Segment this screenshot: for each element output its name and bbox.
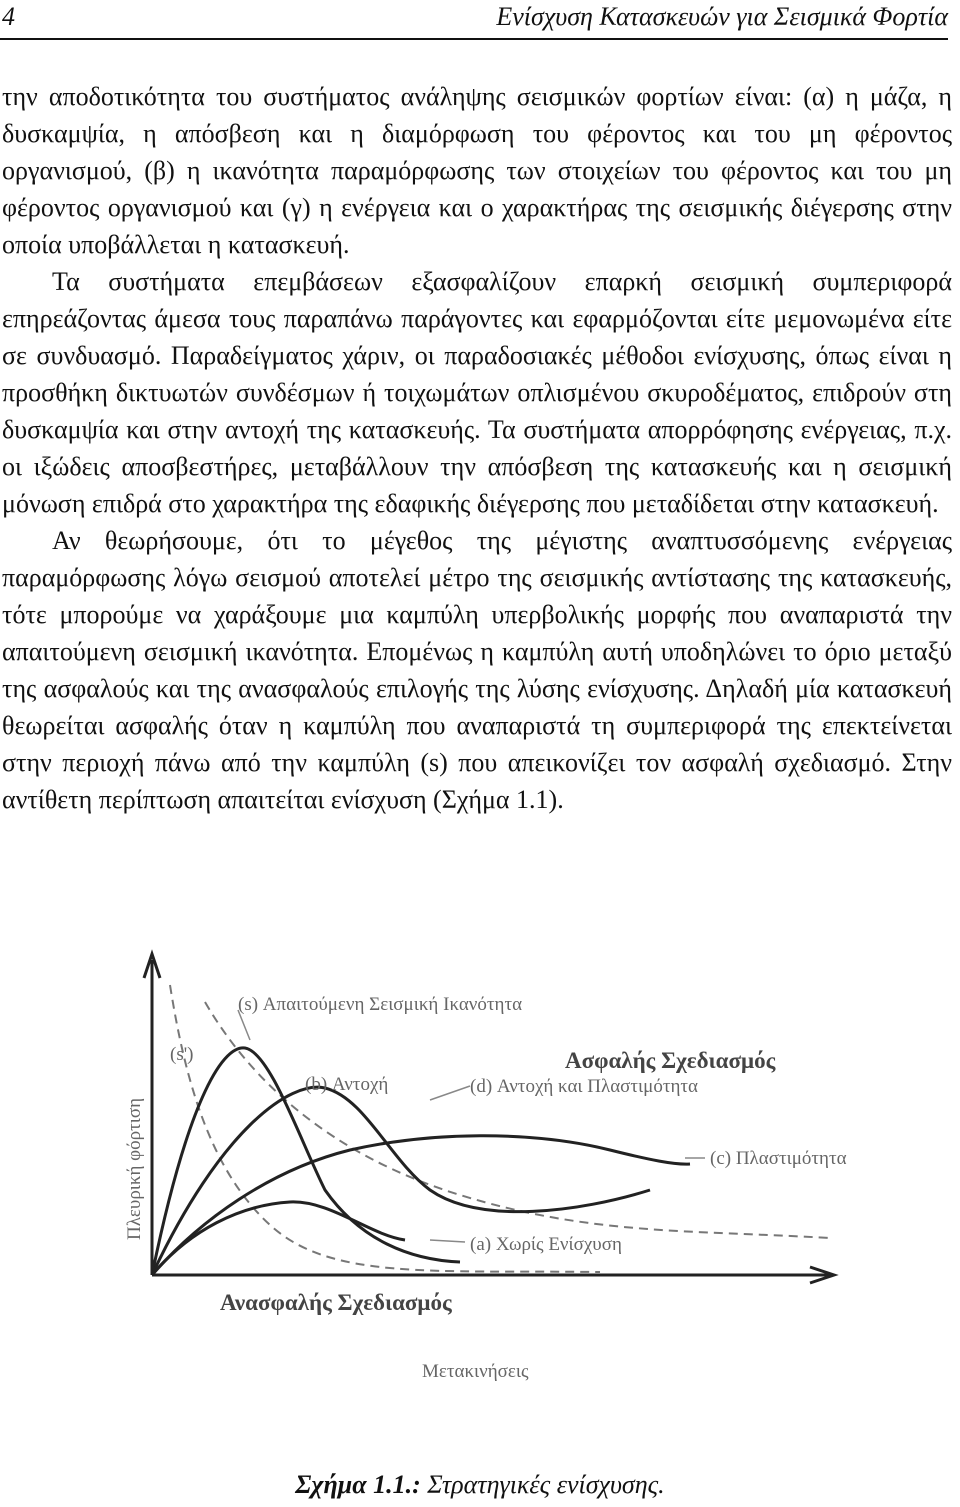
body-text (2, 78, 952, 818)
caption-text: Στρατηγικές ενίσχυσης. (427, 1470, 665, 1499)
leader-d (430, 1086, 470, 1100)
caption-label: Σχήμα 1.1.: (295, 1470, 421, 1499)
page-number: 4 (2, 2, 15, 31)
figure-diagram (124, 940, 920, 1460)
label-curve-b: (b) Αντοχή (305, 1074, 389, 1095)
label-safe-region: Ασφαλής Σχεδιασμός (565, 1048, 776, 1073)
label-curve-c: (c) Πλαστιμότητα (710, 1148, 847, 1169)
running-title: Ενίσχυση Κατασκευών για Σεισμικά Φορτία (496, 2, 948, 31)
paragraph-1: την αποδοτικότητα του συστήματος ανάληψης σεισμικών φορτίων είναι: (α) η μάζα, η δυσκαμψία, η απόσβεση και η διαμόρφωση του φέροντος και του μη φέροντος οργανισμού, (β) η ικανότητα παραμόρφωσης των στοιχείων του φέροντος και του μη φέροντος οργανισμού και (γ) η ενέργεια και ο χαρακτήρας της σεισμικής διέγερσης στην οποία υποβάλλεται η κατασκευή. (2, 82, 952, 259)
curve-s-prime (170, 985, 600, 1272)
label-curve-s: (s) Απαιτούμενη Σεισμική Ικανότητα (238, 994, 523, 1015)
label-unsafe-region: Ανασφαλής Σχεδιασμός (220, 1290, 452, 1315)
header-rule (0, 38, 948, 40)
page-header (0, 0, 948, 40)
leader-a (430, 1240, 465, 1242)
x-axis-label: Μετακινήσεις (422, 1361, 529, 1382)
y-axis-label: Πλευρική φόρτιση (124, 1097, 145, 1240)
curve-a (152, 1202, 405, 1275)
paragraph-3: Αν θεωρήσουμε, ότι το μέγεθος της μέγιστης αναπτυσσόμενης ενέργειας παραμόρφωσης λόγω σεισμού αποτελεί μέτρο της σεισμικής αντίστασης της κατασκευής, τότε μπορούμε να χαράξουμε μια καμπύλη υπερβολικής μορφής που αναπαριστά την απαιτούμενη σεισμική ικανότητα. Επομένως η καμπύλη αυτή υποδηλώνει το όριο μεταξύ της ασφαλούς και της ανασφαλούς επιλογής της λύσης ενίσχυσης. Δηλαδή μία κατασκευή θεωρείται ασφαλής όταν η καμπύλη που αναπαριστά τη συμπεριφορά της επεκτείνεται στην περιοχή πάνω από την καμπύλη (s) που απεικονίζει τον ασφαλή σχεδιασμό. Στην αντίθετη περίπτωση απαιτείται ενίσχυση (Σχήμα 1.1). (2, 526, 952, 814)
figure-caption (0, 1470, 960, 1500)
paragraph-2: Τα συστήματα επεμβάσεων εξασφαλίζουν επαρκή σεισμική συμπεριφορά επηρεάζοντας άμεσα τους παραπάνω παράγοντες και εφαρμόζονται είτε μεμονωμένα είτε σε συνδυασμό. Παραδείγματος χάριν, οι παραδοσιακές μέθοδοι ενίσχυσης, όπως είναι η προσθήκη δικτυωτών συνδέσμων ή τοιχωμάτων οπλισμένου σκυροδέματος, επιδρούν στη δυσκαμψία και στην αντοχή της κατασκευής. Τα συστήματα απορρόφησης ενέργειας, π.χ. οι ιξώδεις αποσβεστήρες, μεταβάλλουν την απόσβεση της κατασκευής και η σεισμική μόνωση επιδρά στο χαρακτήρα της εδαφικής διέγερσης που μεταδίδεται στην κατασκευή. (2, 267, 952, 518)
label-curve-s-prime: (s') (170, 1044, 194, 1065)
figure-1-1 (124, 940, 920, 1460)
label-curve-a: (a) Χωρίς Ενίσχυση (470, 1234, 622, 1255)
label-curve-d: (d) Αντοχή και Πλαστιμότητα (470, 1076, 699, 1097)
